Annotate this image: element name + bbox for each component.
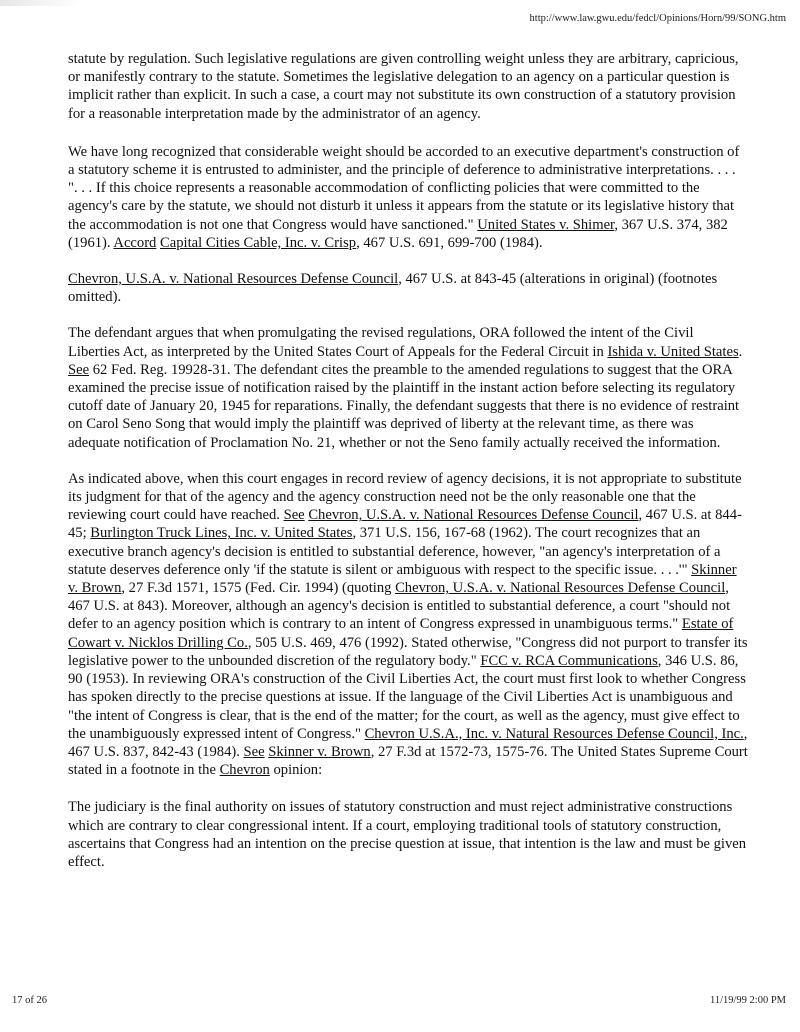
text: 62 Fed. Reg. 19928-31. The defendant cites the preamble to the amended regulations to suggest that the ORA examined the precise issue of notification raised by the plaintiff in the instant action before selecting its regulatory cutoff date of January 20, 1945 for reparations. Finally, the defendant suggests that there is no evidence of restraint on Carol Seno Song that would imply the plaintiff was deprived of liberty at the relevant time, as there was adequate notification of Proclamation No. 21, whether or not the Seno family actually received the information. <box>68 361 740 451</box>
text: . <box>738 343 743 360</box>
text: , 467 U.S. 691, 699-700 (1984). <box>356 234 543 251</box>
text: The defendant argues that when promulgating the revised regulations, ORA followed the intent of the Civil Liberties Act, as interpreted by the United States Court of Appeals for the Federal Circuit in <box>68 325 694 360</box>
scan-artifact <box>0 0 80 6</box>
text: , 27 F.3d at 1572-73, 1575-76. The United States Supreme Court stated in a footnote in the <box>68 743 748 779</box>
paragraph-regulations <box>68 50 748 123</box>
text: We have long recognized that considerable weight should be accorded to an executive department's construction of a statutory scheme it is entrusted to administer, and the principle of deference to administrative interpretations. . . . ". . . If this choice represents a reasonable accommodation of conflicting policies that were committed to the agency's care by the statute, we should not disturb it unless it appears from the statute or its legislative history that the accommodation is not one that Congress would have sanctioned." <box>68 143 740 233</box>
signal-link-see[interactable]: See <box>68 361 90 378</box>
case-link-shimer[interactable]: United States v. Shimer <box>477 216 615 233</box>
signal-link-accord[interactable]: Accord <box>113 234 157 251</box>
paragraph-record-review <box>68 470 748 779</box>
text: , 467 U.S. at 843). Moreover, although an agency's decision is entitled to substantial deference, a court "should not defer to an agency position which is contrary to an intent of Congress expressed in unambiguous terms." <box>68 580 731 633</box>
text: , 346 U.S. 86, 90 (1953). In reviewing ORA's construction of the Civil Liberties Act, the court must first look to whether Congress has spoken directly to the precise questions at issue. If the language of the Civil Liberties Act is unambiguous and "the intent of Congress is clear, that is the end of the matter; for the court, as well as the agency, must give effect to the unambiguously expressed intent of Congress." <box>68 652 746 742</box>
case-link-chevron-full[interactable]: Chevron U.S.A., Inc. v. Natural Resources Defense Council, Inc. <box>364 725 744 742</box>
text: , 467 U.S. at 844-45; <box>68 507 742 542</box>
text: , 371 U.S. 156, 167-68 (1962). The court recognizes that an executive branch agency's decision is entitled to substantial deference, however, "an agency's interpretation of a statute deserves deference only 'if the statute is silent or ambiguous with respect to the specific issue. . . .'" <box>68 525 721 578</box>
text: , 367 U.S. 374, 382 (1961). <box>68 216 728 251</box>
case-link-chevron[interactable]: Chevron, U.S.A. v. National Resources Defense Council <box>68 271 399 288</box>
print-datetime: 11/19/99 2:00 PM <box>709 995 786 1006</box>
text: statute by regulation. Such legislative regulations are given controlling weight unless they are arbitrary, capricious, or manifestly contrary to the statute. Sometimes the legislative delegation to an agency on a particular question is implicit rather than explicit. In such a case, a court may not substitute its own construction of a statutory provision for a reasonable interpretation made by the administrator of an agency. <box>68 51 739 122</box>
case-link-chevron[interactable]: Chevron, U.S.A. v. National Resources Defense Council <box>308 507 639 524</box>
case-link-burlington[interactable]: Burlington Truck Lines, Inc. v. United States <box>90 525 353 542</box>
signal-link-see[interactable]: See <box>243 743 265 760</box>
case-link-skinner[interactable]: Skinner v. Brown <box>268 743 371 760</box>
text: , 27 F.3d 1571, 1575 (Fed. Cir. 1994) (quoting <box>121 580 396 597</box>
case-link-skinner[interactable]: Skinner v. Brown <box>68 561 737 597</box>
text: The judiciary is the final authority on issues of statutory construction and must reject administrative constructions which are contrary to clear congressional intent. If a court, employing traditional tools of statutory construction, ascertains that Congress had an intention on the precise question at issue, that intention is the law and must be given effect. <box>68 799 747 870</box>
paragraph-defendant-argument <box>68 324 748 451</box>
document-body <box>68 50 748 889</box>
text: As indicated above, when this court engages in record review of agency decisions, it is not appropriate to substitute its judgment for that of the agency and the agency construction need not be the only reasonable one that the reviewing court could have reached. <box>68 470 742 524</box>
case-link-chevron[interactable]: Chevron, U.S.A. v. National Resources Defense Council <box>395 580 726 597</box>
case-link-capital-cities[interactable]: Capital Cities Cable, Inc. v. Crisp <box>160 234 357 251</box>
paragraph-judiciary-quote <box>68 798 748 871</box>
case-link-cowart[interactable]: Estate of Cowart v. Nicklos Drilling Co. <box>68 616 734 651</box>
case-link-fcc-rca[interactable]: FCC v. RCA Communications <box>480 652 658 669</box>
text: , 467 U.S. 837, 842-43 (1984). <box>68 725 748 760</box>
page-url: http://www.law.gwu.edu/fedcl/Opinions/Horn/99/SONG.htm <box>529 13 786 24</box>
paragraph-deference-quote <box>68 143 748 252</box>
text: , 467 U.S. at 843-45 (alterations in original) (footnotes omitted). <box>68 271 718 306</box>
signal-link-see[interactable]: See <box>283 507 305 524</box>
text: , 505 U.S. 469, 476 (1992). Stated otherwise, "Congress did not purport to transfer its legislative power to the unbounded discretion of the regulatory body." <box>68 634 748 669</box>
case-link-ishida[interactable]: Ishida v. United States <box>607 343 739 360</box>
text: opinion: <box>269 762 323 779</box>
paragraph-chevron-cite <box>68 270 748 306</box>
page-number: 17 of 26 <box>12 995 47 1006</box>
case-link-chevron-short[interactable]: Chevron <box>219 762 270 779</box>
